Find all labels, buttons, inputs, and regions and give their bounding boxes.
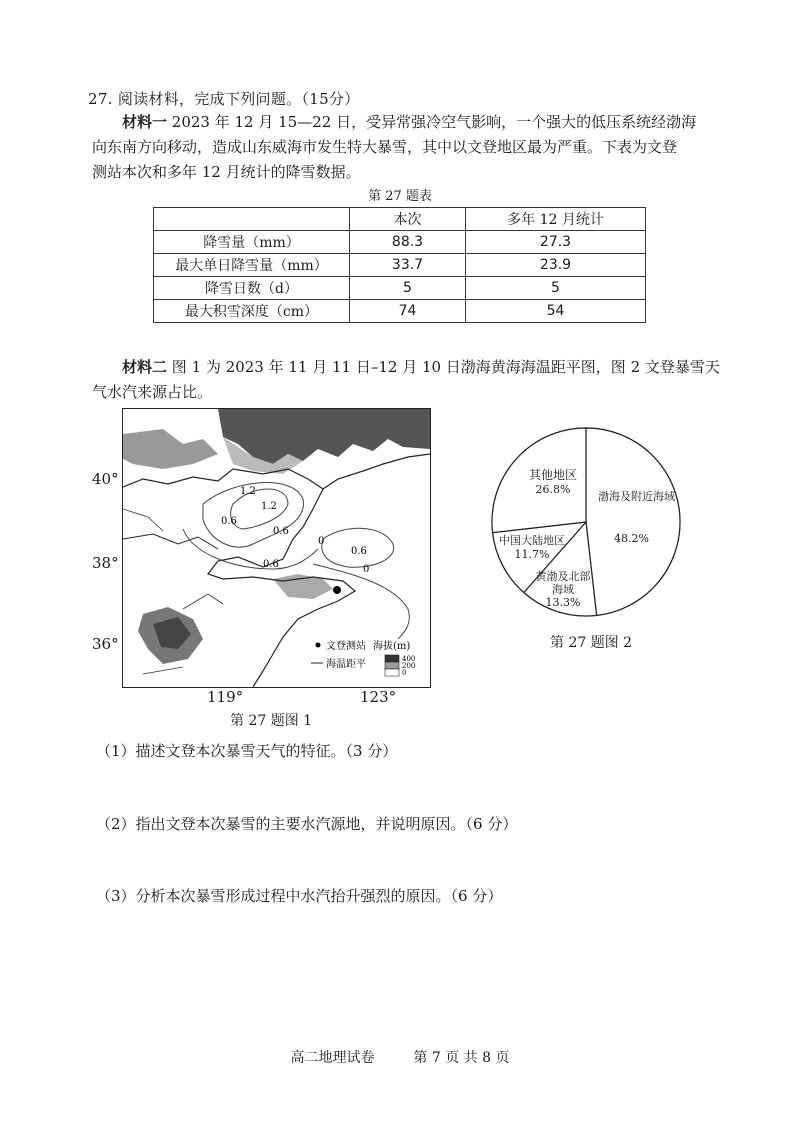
figure-1-caption: 第 27 题图 1 bbox=[230, 713, 313, 729]
contour-label: 0 bbox=[318, 536, 325, 547]
table-header-empty bbox=[154, 208, 350, 231]
sea-temperature-anomaly-map bbox=[122, 408, 431, 688]
legend-station-label: 文登测站 bbox=[326, 641, 366, 652]
legend-elevation-swatch bbox=[385, 655, 399, 662]
pie-label-pct: 26.8% bbox=[535, 483, 571, 496]
material-2-line-1: 图 1 为 2023 年 11 月 11 日–12 月 10 日渤海黄海海温距平图，图 2 文登暴雪天 bbox=[171, 358, 720, 376]
legend-anomaly-label: 海温距平 bbox=[326, 659, 366, 670]
contour-line bbox=[313, 564, 409, 639]
contour-label: 0.6 bbox=[351, 546, 367, 557]
contour-label: 1.2 bbox=[240, 486, 256, 497]
material-1-line-3: 测站本次和多年 12 月统计的降雪数据。 bbox=[92, 163, 361, 181]
table-cell-value: 23.9 bbox=[466, 254, 646, 277]
pie-label-huanghai bbox=[533, 570, 593, 609]
table-header-current: 本次 bbox=[350, 208, 466, 231]
material-2-line-2: 气水汽来源占比。 bbox=[92, 383, 213, 401]
table-row bbox=[154, 231, 646, 254]
material-1-label: 材料一 bbox=[122, 113, 168, 131]
table-row bbox=[154, 300, 646, 323]
table-cell-label: 降雪日数（d） bbox=[154, 277, 350, 300]
legend-elevation-value: 400 bbox=[402, 655, 416, 663]
coastline-bohai bbox=[123, 534, 218, 549]
footer-subject: 高二地理试卷 bbox=[290, 1050, 375, 1066]
legend-elevation-value: 0 bbox=[402, 669, 407, 677]
table-row bbox=[154, 277, 646, 300]
pie-label-mainland bbox=[496, 532, 568, 561]
contour-label: 0.6 bbox=[273, 526, 289, 537]
pie-label-pct: 13.3% bbox=[545, 596, 581, 609]
table-cell-value: 88.3 bbox=[350, 231, 466, 254]
table-caption: 第 27 题表 bbox=[368, 189, 432, 204]
footer-page-number: 第 7 页 共 8 页 bbox=[413, 1050, 510, 1066]
lat-label: 40° bbox=[92, 470, 119, 488]
pie-label-bohai-pct: 48.2% bbox=[614, 532, 649, 545]
table-header-history: 多年 12 月统计 bbox=[466, 208, 646, 231]
table-header-row bbox=[154, 208, 646, 231]
coastline-korea bbox=[323, 454, 430, 489]
pie-label-text: 海域 bbox=[552, 583, 574, 596]
table-cell-value: 5 bbox=[350, 277, 466, 300]
lat-label: 36° bbox=[92, 635, 119, 653]
pie-label-text: 黄渤及北部 bbox=[535, 570, 591, 583]
contour-label: 0 bbox=[363, 564, 370, 575]
table-row bbox=[154, 254, 646, 277]
question-title: 27. 阅读材料，完成下列问题。（15分） bbox=[88, 90, 360, 108]
table-cell-label: 最大积雪深度（cm） bbox=[154, 300, 350, 323]
material-1-line-2: 向东南方向移动，造成山东威海市发生特大暴雪，其中以文登地区最为严重。下表为文登 bbox=[92, 138, 678, 156]
lon-label: 123° bbox=[360, 688, 397, 706]
pie-label-text: 中国大陆地区 bbox=[499, 534, 565, 547]
lat-label: 38° bbox=[92, 554, 119, 572]
material-2-label: 材料二 bbox=[122, 358, 168, 376]
table-cell-value: 74 bbox=[350, 300, 466, 323]
contour-line bbox=[183, 529, 318, 569]
material-1 bbox=[92, 110, 722, 185]
snowfall-table bbox=[153, 207, 646, 323]
legend-station-icon bbox=[316, 643, 321, 648]
table-cell-value: 33.7 bbox=[350, 254, 466, 277]
pie-label-other bbox=[523, 466, 583, 496]
subquestion-3: （3）分析本次暴雪形成过程中水汽抬升强烈的原因。（6 分） bbox=[96, 887, 503, 905]
table-cell-value: 27.3 bbox=[466, 231, 646, 254]
contour-label: 1.2 bbox=[261, 501, 277, 512]
lon-label: 119° bbox=[207, 688, 244, 706]
legend-elevation-title: 海拔(m) bbox=[373, 641, 411, 652]
contour-label: 0.6 bbox=[263, 559, 279, 570]
material-2 bbox=[92, 355, 722, 405]
table-cell-label: 降雪量（mm） bbox=[154, 231, 350, 254]
legend-elevation-swatch bbox=[385, 662, 399, 669]
pie-label-bohai: 渤海及附近海域 bbox=[598, 490, 675, 503]
material-1-line-1: 2023 年 12 月 15—22 日，受异常强冷空气影响，一个强大的低压系统经渤海 bbox=[171, 113, 697, 131]
table-cell-value: 54 bbox=[466, 300, 646, 323]
terrain-mid bbox=[123, 429, 218, 469]
table-cell-value: 5 bbox=[466, 277, 646, 300]
pie-label-text: 其他地区 bbox=[528, 468, 577, 482]
figure-2-caption: 第 27 题图 2 bbox=[550, 635, 633, 651]
map-svg bbox=[123, 409, 430, 687]
legend-elevation-value: 200 bbox=[402, 662, 416, 670]
subquestion-1: （1）描述文登本次暴雪天气的特征。（3 分） bbox=[96, 742, 398, 760]
pie-label-pct: 11.7% bbox=[514, 548, 550, 561]
wendeng-station-marker bbox=[333, 586, 341, 594]
subquestion-2: （2）指出文登本次暴雪的主要水汽源地，并说明原因。（6 分） bbox=[96, 815, 518, 833]
table-cell-label: 最大单日降雪量（mm） bbox=[154, 254, 350, 277]
contour-label: 0.6 bbox=[221, 516, 237, 527]
legend-elevation-swatch bbox=[385, 669, 399, 676]
page-footer bbox=[0, 1047, 800, 1067]
pie-slice bbox=[586, 428, 680, 615]
